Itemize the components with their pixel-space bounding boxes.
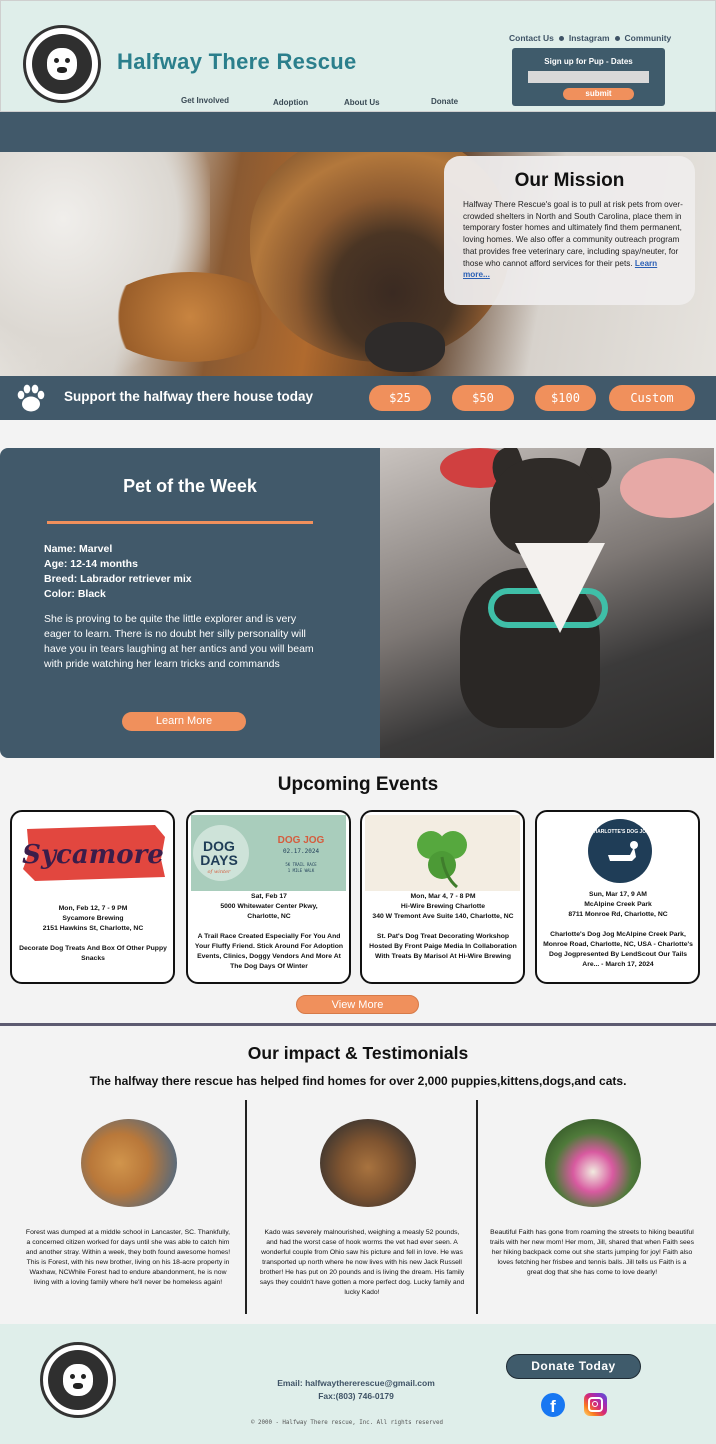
site-header: [0, 0, 716, 112]
support-bar: [0, 376, 716, 420]
signup-form: [512, 48, 665, 106]
mission-card: [444, 156, 695, 305]
instagram-icon[interactable]: [584, 1393, 607, 1416]
pet-learn-more-button[interactable]: Learn More: [122, 712, 246, 731]
event-description: Decorate Dog Treats And Box Of Other Puppy Snacks: [19, 945, 167, 962]
view-more-button[interactable]: View More: [296, 995, 419, 1014]
paw-icon: [14, 381, 48, 415]
event-date: Mon, Feb 12, 7 - 9 PM: [58, 905, 128, 912]
footer-email[interactable]: Email: halfwaythererescue@gmail.com: [277, 1378, 435, 1388]
event-description: St. Pat's Dog Treat Decorating Workshop Hosted By Front Paige Media In Collaboration With Treats By Marisol At Hi-Wire Brewing: [369, 933, 517, 960]
nav-get-involved[interactable]: Get Involved: [181, 96, 230, 105]
footer-logo[interactable]: [40, 1342, 116, 1418]
copyright: © 2000 - Halfway There rescue, Inc. All rights reserved: [251, 1420, 443, 1426]
pet-age: Age: 12-14 months: [44, 558, 138, 570]
pet-photo: [380, 448, 714, 758]
event-address: 8711 Monroe Rd, Charlotte, NC: [568, 911, 668, 918]
pet-of-week-title: Pet of the Week: [123, 476, 257, 496]
event-card[interactable]: [10, 810, 175, 984]
svg-text:DOG: DOG: [203, 838, 235, 854]
shamrock-icon: [365, 815, 520, 891]
svg-text:DOG JOG: DOG JOG: [277, 835, 325, 846]
divider: [47, 521, 313, 524]
signup-title: Sign up for Pup - Dates: [544, 57, 633, 66]
instagram-link[interactable]: Instagram: [568, 33, 610, 43]
event-venue: 5000 Whitewater Center Pkwy,: [220, 903, 318, 910]
signup-submit-button[interactable]: submit: [563, 88, 634, 100]
svg-text:5K TRAIL RACE: 5K TRAIL RACE: [285, 862, 317, 867]
donate-25-button[interactable]: $25: [369, 385, 431, 411]
testimonial-text: Beautiful Faith has gone from roaming the streets to hiking beautiful trails with her new mom! Her mom, Jill, shared that when Faith sees her hiking backpack come out she starts jumping for joy! Faith also loves fetching her frisbee and tennis balls. Jill tells us Faith is a great dog that she has come to love dearly!: [490, 1229, 694, 1276]
event-card[interactable]: [186, 810, 351, 984]
pet-breed: Breed: Labrador retriever mix: [44, 573, 192, 585]
event-date: Sat, Feb 17: [251, 893, 287, 900]
donate-100-button[interactable]: $100: [535, 385, 596, 411]
event-address: 340 W Tremont Ave Suite 140, Charlotte, NC: [372, 913, 514, 920]
testimonial-photo-forest: [81, 1119, 177, 1207]
pet-color: Color: Black: [44, 588, 106, 600]
donate-custom-button[interactable]: Custom: [609, 385, 695, 411]
separator-dot: [615, 36, 620, 41]
testimonial-photo-faith: [545, 1119, 641, 1207]
pet-name: Name: Marvel: [44, 543, 113, 555]
pet-description: She is proving to be quite the little explorer and is very eager to learn. There is no doubt her silly personality will have you in tears laughing at her antics and you will beam with pride watching her learn tricks and commands: [44, 613, 314, 670]
event-date: Sun, Mar 17, 9 AM: [589, 891, 647, 898]
events-title: Upcoming Events: [277, 774, 439, 795]
contact-info: [240, 1377, 472, 1403]
site-title[interactable]: Halfway There Rescue: [117, 49, 357, 74]
donate-today-button[interactable]: Donate Today: [506, 1354, 641, 1379]
mission-body: Halfway There Rescue's goal is to pull at risk pets from over-crowded shelters in North and South Carolina, place them in temporary foster homes and ultimately find them permanent, loving homes. We also offer a community outreach program that provides free veterinary care, including spay/neuter, for those who cannot afford services for their pets. Learn more...: [463, 200, 683, 280]
svg-text:02.17.2024: 02.17.2024: [282, 848, 320, 855]
contact-us-link[interactable]: Contact Us: [509, 33, 554, 43]
event-venue: McAlpine Creek Park: [584, 901, 652, 908]
top-links: [509, 33, 671, 43]
testimonial-text: Kado was severely malnourished, weighing a measly 52 pounds, and had the worst case of hook worms the vet had ever seen. A wonderful couple from Ohio saw his picture and fell in love. He was transported up north where he now lives with his new Jack Russell brother! He has put on 20 pounds and is living the dream. His family says they couldn't have gotten a more perfect dog. Lucky family and lucky Kado!: [259, 1229, 465, 1296]
mission-title: Our Mission: [514, 170, 625, 191]
event-card[interactable]: [535, 810, 700, 984]
site-logo[interactable]: [23, 25, 101, 103]
event-date: Mon, Mar 4, 7 - 8 PM: [410, 893, 476, 900]
header-band: [0, 112, 716, 152]
facebook-icon[interactable]: f: [541, 1393, 565, 1417]
event-description: Charlotte's Dog Jog McAlpine Creek Park, Monroe Road, Charlotte, NC, USA - Charlotte's Dog Jogpresented By LendScout Our Tails Are... - March 17, 2024: [543, 931, 693, 968]
testimonial-photo-kado: [320, 1119, 416, 1207]
svg-text:1 MILE WALK: 1 MILE WALK: [287, 868, 315, 873]
svg-text:of winter: of winter: [207, 869, 231, 875]
column-divider: [476, 1100, 478, 1314]
dog-jog-logo: [540, 815, 695, 891]
impact-subtitle: The halfway there rescue has helped find homes for over 2,000 puppies,kittens,dogs,and cats.: [89, 1074, 627, 1088]
event-venue: Hi-Wire Brewing Charlotte: [400, 903, 486, 910]
svg-text:DAYS: DAYS: [200, 852, 238, 868]
event-card[interactable]: [360, 810, 525, 984]
signup-email-input[interactable]: [528, 71, 649, 83]
dog-logo-icon: [32, 34, 92, 94]
event-address: Charlotte, NC: [247, 913, 291, 920]
pet-of-week-panel: [0, 448, 380, 758]
event-description: A Trail Race Created Especially For You And Your Fluffy Friend. Stick Around For Adoption Events, Clinics, Doggy Vendors And More At The Dog Days Of Winter: [194, 933, 344, 970]
dog-days-logo: [191, 815, 346, 891]
impact-title: Our impact & Testimonials: [247, 1043, 469, 1063]
separator-dot: [559, 36, 564, 41]
section-divider: [0, 1023, 716, 1026]
nav-donate[interactable]: Donate: [431, 97, 459, 106]
mission-learn-more-link[interactable]: Learn more...: [463, 258, 658, 280]
site-footer: [0, 1324, 716, 1444]
event-address: 2151 Hawkins St, Charlotte, NC: [42, 925, 144, 932]
testimonial-text: Forest was dumped at a middle school in Lancaster, SC. Thankfully, a concerned citizen worked for days until she was able to catch him and another stray. Within a week, they both found awesome homes! This is Forest, with his new brother, living on his 18-acre property in Waxhaw, NCWhile Forest had to endure abandonment, he is now living with a loving family where he'll never be homeless again!: [25, 1229, 231, 1286]
nav-about-us[interactable]: About Us: [344, 98, 380, 107]
sycamore-logo: [15, 815, 170, 891]
nav-adoption[interactable]: Adoption: [273, 98, 309, 107]
svg-text:Sycamore: Sycamore: [22, 840, 164, 870]
community-link[interactable]: Community: [624, 33, 672, 43]
pet-facts: [44, 542, 192, 602]
donate-50-button[interactable]: $50: [452, 385, 514, 411]
event-venue: Sycamore Brewing: [62, 915, 124, 922]
footer-fax: Fax:(803) 746-0179: [318, 1391, 394, 1401]
column-divider: [245, 1100, 247, 1314]
support-text: Support the halfway there house today: [64, 389, 314, 404]
dog-logo-icon: [48, 1350, 108, 1410]
svg-text:CHARLOTTE'S DOG JOG: CHARLOTTE'S DOG JOG: [589, 829, 651, 835]
